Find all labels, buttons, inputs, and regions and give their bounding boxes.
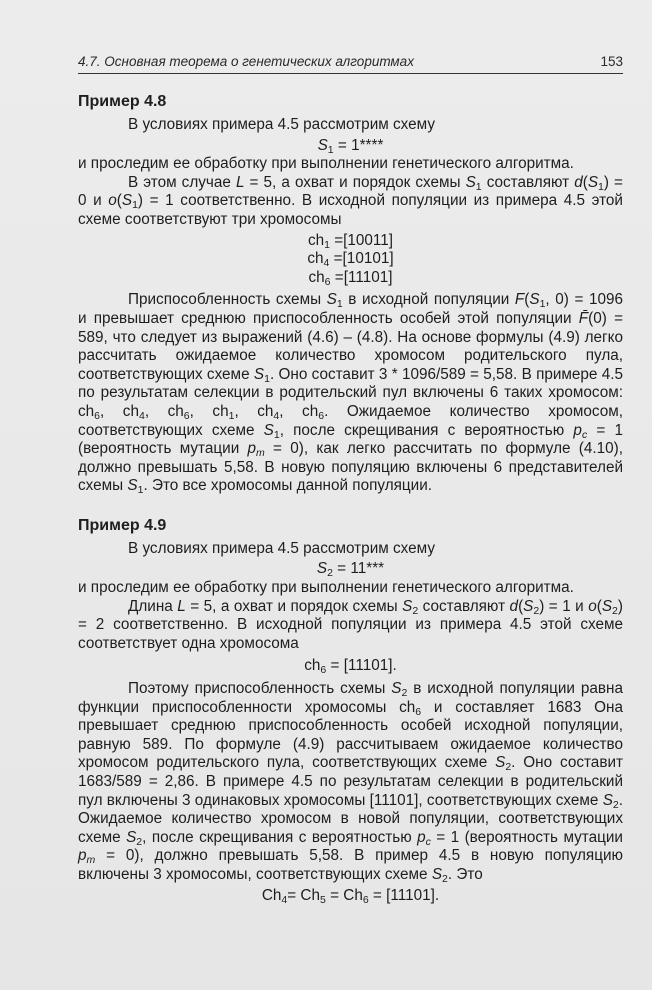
running-header [78, 54, 623, 74]
example-4-8-heading: Пример 4.8 [78, 93, 167, 110]
example-4-9-paragraph-2: Длина L = 5, а охват и порядок схемы $S_2$ составляют $d(S_2) = 1$ и $o(S_2) = 2$ соответственно. В исходной популяции из примера 4.5 этой схеме соответствует одна хромосома [78, 597, 623, 652]
chromosome-ch6-s2: $ch_6 = [11101]$. [304, 657, 397, 677]
schema-s1: $S_1 = 1****$ [317, 136, 384, 156]
schema-s2: $S_2 = 11***$ [316, 560, 385, 580]
chromosome-ch4: $ch_4 =[10101]$ [307, 250, 394, 270]
chapter-title: 4.7. Основная теорема о генетических алгоритмах [78, 54, 414, 69]
example-4-9-heading: Пример 4.9 [78, 516, 167, 534]
page-body [78, 92, 623, 905]
example-4-9-follow: и проследим ее обработку при выполнении генетического алгоритма. [78, 579, 574, 597]
page-number: 153 [600, 54, 623, 69]
chromosome-ch6: $ch_6 =[11101]$ [308, 268, 393, 288]
example-4-8-intro: В условиях примера 4.5 рассмотрим схему [128, 116, 435, 133]
final-chromosomes: $Ch_4= Ch_5 = Ch_6 = [11101]$. [261, 886, 440, 906]
example-4-8-follow: и проследим ее обработку при выполнении генетического алгоритма. [78, 155, 574, 173]
example-4-8-paragraph-2: В этом случае L = 5, а охват и порядок схемы $S_1$ составляют $d(S_1) = 0$ и $o(S_1) = 1$ соответственно. В исходной популяции из примера 4.5 этой схеме соответствуют три хромосомы [78, 173, 623, 228]
chromosome-ch1: $ch_1 =[10011]$ [307, 231, 394, 251]
example-4-9-intro: В условиях примера 4.5 рассмотрим схему [128, 539, 435, 557]
example-4-9-paragraph-3: Поэтому приспособленность схемы $S_2$ в исходной популяции равна функции приспособленности хромосомы $ch_6$ и составляет 1683 Она превышает среднюю приспособленность особей исходной популяции, равную 589. По формуле (4.9) рассчитываем ожидаемое количество хромосом родительского пула, соответствующих схеме $S_2$. Оно составит 1683/589 = 2,86. В примере 4.5 по результатам селекции в родительский пул включены 3 одинаковых хромосомы [11101], соответствующих схеме $S_2$. Ожидаемое количество хромосом в новой популяции, соответствующих схеме $S_2$, после скрещивания с вероятностью $p_c = 1$ (вероятность мутации $p_m = 0$), должно превышать 5,58. В пример 4.5 в новую популяцию включены 3 хромосомы, соответствующих схеме $S_2$. Это [78, 680, 623, 885]
example-4-8-paragraph-3: Приспособленность схемы $S_1$ в исходной популяции $F(S_1$, 0) = 1096 и превышает среднюю приспособленность особей этой популяции F̄(0) = 589, что следует из выражений (4.6) – (4.8). На основе формулы (4.9) легко рассчитать ожидаемое количество хромосом родительского пула, соответствующих схеме $S_1$. Оно составит 3 * 1096/589 = 5,58. В примере 4.5 по результатам селекции в родительский пул включены 6 таких хромосом: $ch_6$, $ch_4$, $ch_6$, $ch_1$, $ch_4$, $ch_6$. Ожидаемое количество хромосом, соответствующих схеме $S_1$, после скрещивания с вероятностью $p_c = 1$ (вероятность мутации $p_m = 0$), как легко рассчитать по формуле (4.10), должно превышать 5,58. В новую популяцию включены 6 представителей схемы $S_1$. Это все хромосомы данной популяции. [78, 291, 624, 497]
